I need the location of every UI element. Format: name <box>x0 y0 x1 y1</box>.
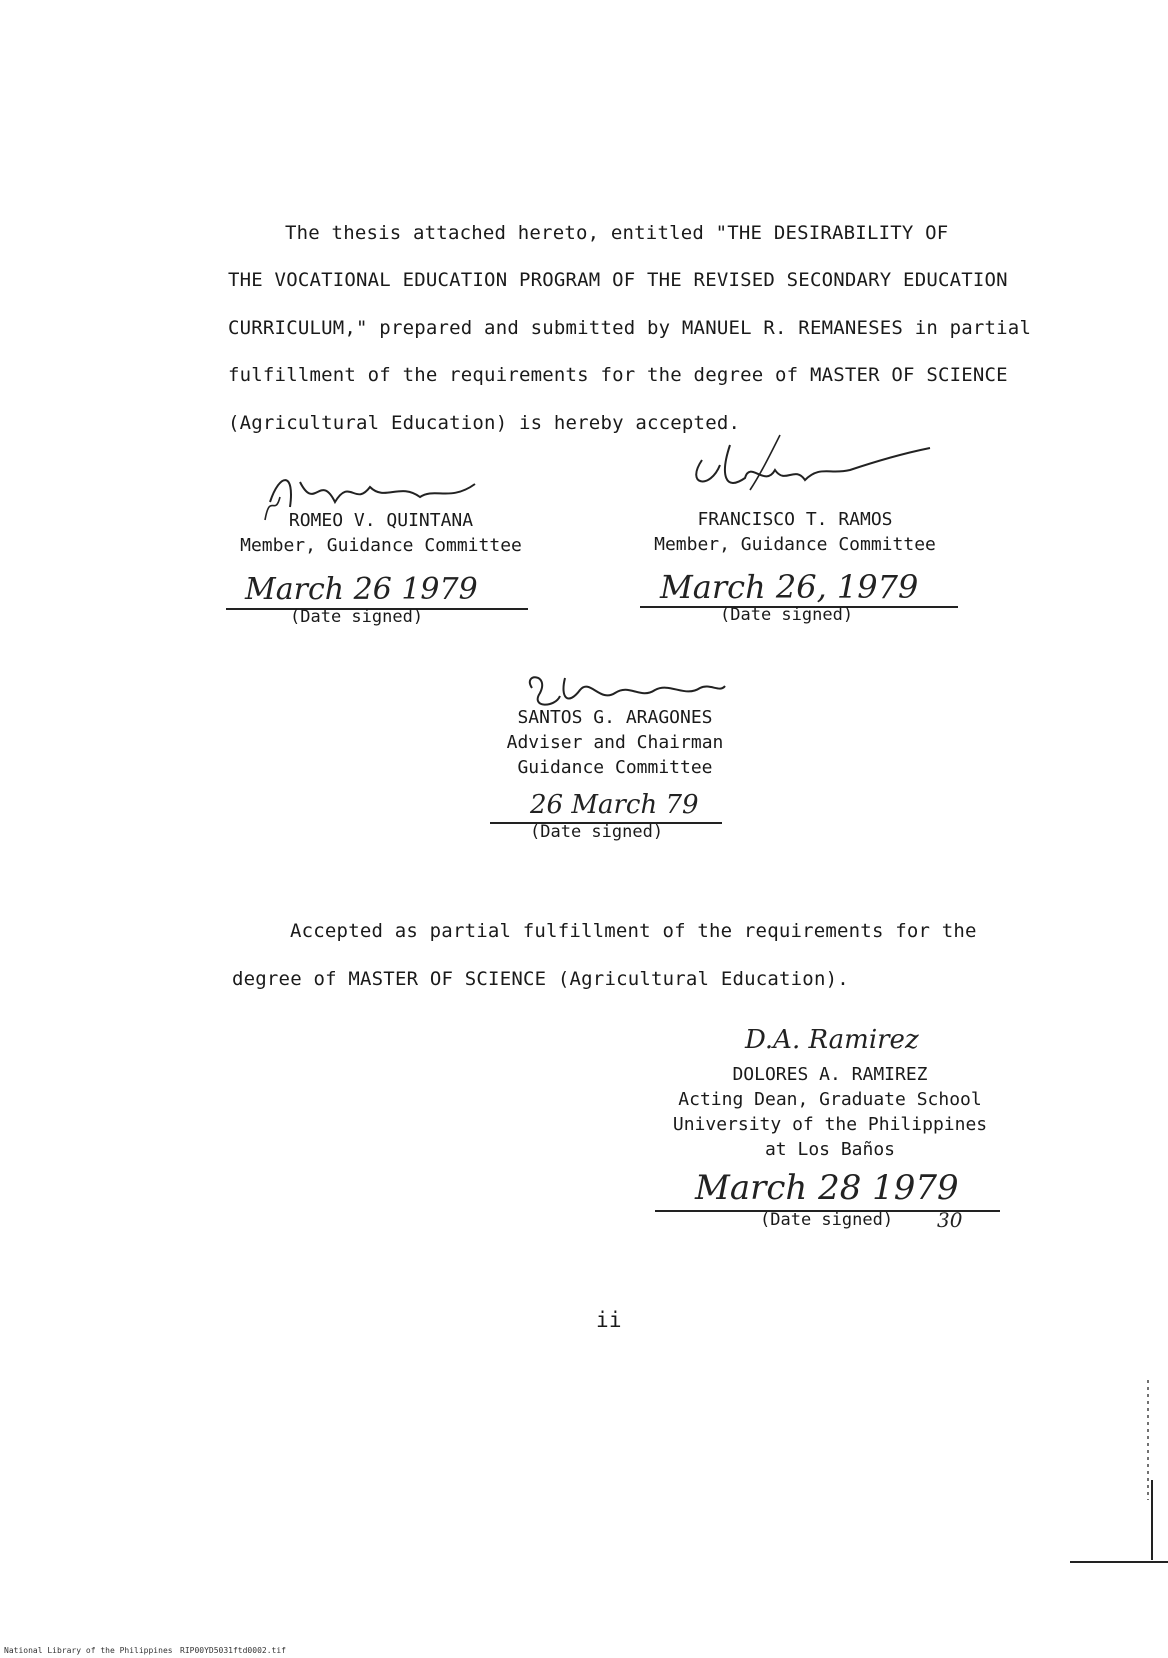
paragraph-line: CURRICULUM," prepared and submitted by MANUEL R. REMANESES in partial <box>228 317 1032 339</box>
signer-title: University of the Philippines <box>672 1114 988 1135</box>
paragraph-line: The thesis attached hereto, entitled "THE DESIRABILITY OF <box>285 222 949 244</box>
signer-title: Member, Guidance Committee <box>240 535 522 556</box>
footer-library-name: National Library of the Philippines <box>4 1646 173 1655</box>
footer-file-name: RIP00YD5031ftd0002.tif <box>180 1646 286 1655</box>
handwritten-correction: 30 <box>937 1208 963 1232</box>
paragraph-line: (Agricultural Education) is hereby accepted. <box>228 412 741 434</box>
handwritten-date: March 26 1979 <box>245 572 478 607</box>
handwritten-signature: D.A. Ramirez <box>745 1025 919 1055</box>
date-label: (Date signed) <box>720 605 854 625</box>
handwritten-signature <box>680 430 940 510</box>
signer-title: Acting Dean, Graduate School <box>678 1089 982 1110</box>
scan-edge-mark <box>1060 1380 1168 1580</box>
date-label: (Date signed) <box>290 607 424 627</box>
signer-name: FRANCISCO T. RAMOS <box>697 509 893 530</box>
signer-name: DOLORES A. RAMIREZ <box>732 1064 928 1085</box>
paragraph-line: fulfillment of the requirements for the degree of MASTER OF SCIENCE <box>228 364 1008 386</box>
handwritten-date: 26 March 79 <box>530 790 699 820</box>
handwritten-date: March 28 1979 <box>695 1168 959 1208</box>
handwritten-date: March 26, 1979 <box>660 568 919 606</box>
signer-name: ROMEO V. QUINTANA <box>288 510 474 531</box>
paragraph-line: THE VOCATIONAL EDUCATION PROGRAM OF THE REVISED SECONDARY EDUCATION <box>228 269 1008 291</box>
date-label: (Date signed) <box>760 1210 894 1230</box>
signer-name: SANTOS G. ARAGONES <box>517 707 713 728</box>
paragraph-line: degree of MASTER OF SCIENCE (Agricultural Education). <box>232 968 849 990</box>
signer-title: at Los Baños <box>764 1139 896 1160</box>
page-number: ii <box>596 1308 622 1332</box>
signer-title: Guidance Committee <box>517 757 713 778</box>
paragraph-line: Accepted as partial fulfillment of the requirements for the <box>290 920 977 942</box>
signer-title: Adviser and Chairman <box>506 732 724 753</box>
signer-title: Member, Guidance Committee <box>654 534 936 555</box>
date-label: (Date signed) <box>530 822 664 842</box>
